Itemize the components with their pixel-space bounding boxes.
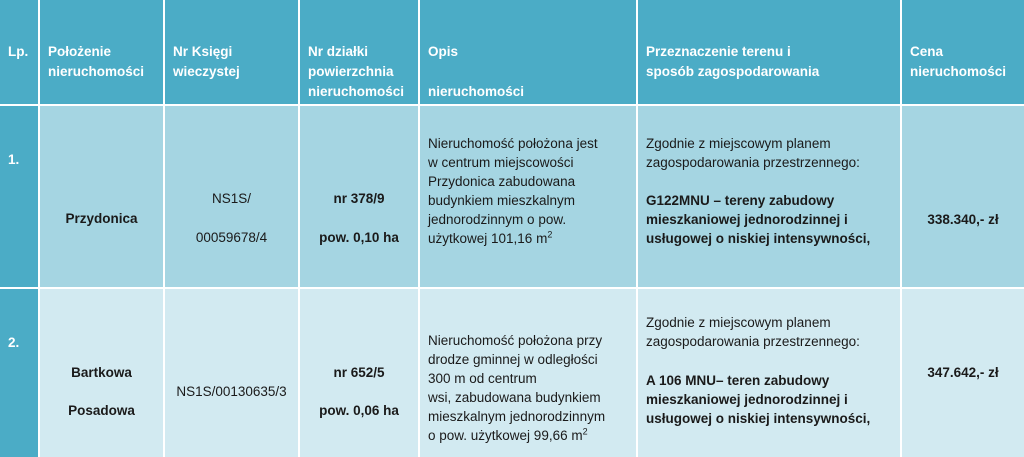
row-2-opis-line: drodze gminnej w odległości: [428, 352, 598, 367]
row-1-przezn-line: zagospodarowania przestrzennego:: [646, 155, 860, 170]
row-1-lp-label: 1.: [8, 152, 20, 167]
header-dzialka-line3: nieruchomości: [308, 84, 405, 99]
table-row-2-przeznaczenie: [638, 289, 900, 457]
table-row-1-polozenie: [40, 106, 163, 287]
row-1-opis-line: jednorodzinnym o pow.: [428, 212, 567, 227]
row-1-opis-line-last: [428, 229, 630, 248]
table-row-1-dzialka: [300, 106, 418, 287]
header-ksiega-line2: wieczystej: [173, 64, 240, 79]
row-1-przezn-bold-line: G122MNU – tereny zabudowy: [646, 193, 835, 208]
header-przezn-line1: Przeznaczenie terenu i: [646, 44, 791, 59]
row-1-opis-line: Nieruchomość położona jest: [428, 136, 598, 151]
header-dzialka-line1: Nr działki: [308, 44, 369, 59]
header-opis-line1: Opis: [428, 44, 459, 59]
row-2-opis-sup: 2: [582, 426, 588, 437]
row-1-przezn-bold-line: mieszkaniowej jednorodzinnej i: [646, 212, 848, 227]
table-row-2-opis: [420, 289, 636, 457]
table-row-1-ksiega: [165, 106, 298, 287]
row-1-opis-line: w centrum miejscowości: [428, 155, 574, 170]
header-cena: [902, 0, 1024, 104]
row-2-ksiega: NS1S/00130635/3: [176, 384, 287, 399]
header-ksiega: [165, 0, 298, 104]
header-lp: [0, 0, 38, 104]
table-row-2-lp: [0, 289, 38, 457]
table-row-2-cena: [902, 289, 1024, 457]
row-1-dzialka-nr: nr 378/9: [333, 191, 385, 206]
row-2-opis-line: 300 m od centrum: [428, 371, 537, 386]
row-1-ksiega-line1: NS1S/: [211, 191, 252, 206]
row-2-polozenie-line2: Posadowa: [68, 403, 135, 418]
header-ksiega-line1: Nr Księgi: [173, 44, 233, 59]
row-1-opis-sup: 2: [547, 229, 553, 240]
row-1-dzialka-pow: pow. 0,10 ha: [319, 230, 399, 245]
table-row-1-lp: [0, 106, 38, 287]
header-przezn-line2: sposób zagospodarowania: [646, 64, 820, 79]
header-opis-line2: nieruchomości: [428, 84, 525, 99]
header-cena-line1: Cena: [910, 44, 944, 59]
row-2-dzialka-nr: nr 652/5: [333, 365, 385, 380]
table-row-1-przeznaczenie: [638, 106, 900, 287]
row-1-cena: 338.340,- zł: [927, 212, 999, 227]
row-2-opis-line-last: [428, 426, 630, 445]
row-2-przezn-line: zagospodarowania przestrzennego:: [646, 334, 860, 349]
table-row-2-ksiega: [165, 289, 298, 457]
header-polozenie-line1: Położenie: [48, 44, 112, 59]
row-1-opis-line: budynkiem mieszkalnym: [428, 193, 576, 208]
header-przeznaczenie: [638, 0, 900, 104]
row-1-opis-area: użytkowej 101,16 m: [428, 231, 548, 246]
row-2-przezn-bold-line: mieszkaniowej jednorodzinnej i: [646, 392, 848, 407]
row-2-przezn-line: Zgodnie z miejscowym planem: [646, 315, 831, 330]
row-2-opis-line: Nieruchomość położona przy: [428, 333, 603, 348]
header-dzialka: [300, 0, 418, 104]
header-opis: [420, 0, 636, 104]
row-2-polozenie-line1: Bartkowa: [71, 365, 132, 380]
header-polozenie: [40, 0, 163, 104]
row-1-przezn-bold-line: usługowej o niskiej intensywności,: [646, 231, 871, 246]
row-2-przezn-bold-line: usługowej o niskiej intensywności,: [646, 411, 871, 426]
row-1-opis-line: Przydonica zabudowana: [428, 174, 576, 189]
row-1-polozenie: Przydonica: [65, 211, 138, 226]
row-2-opis-line: mieszkalnym jednorodzinnym: [428, 409, 606, 424]
row-2-cena: 347.642,- zł: [927, 365, 999, 380]
row-2-dzialka-pow: pow. 0,06 ha: [319, 403, 399, 418]
header-lp-label: Lp.: [8, 44, 29, 59]
table-row-2-dzialka: [300, 289, 418, 457]
header-cena-line2: nieruchomości: [910, 64, 1007, 79]
row-2-lp-label: 2.: [8, 335, 20, 350]
row-2-przezn-bold-line: A 106 MNU– teren zabudowy: [646, 373, 830, 388]
header-polozenie-line2: nieruchomości: [48, 64, 145, 79]
table-row-1-cena: [902, 106, 1024, 287]
row-2-opis-line: wsi, zabudowana budynkiem: [428, 390, 601, 405]
row-2-opis-area: o pow. użytkowej 99,66 m: [428, 428, 583, 443]
table-row-2-polozenie: [40, 289, 163, 457]
header-dzialka-line2: powierzchnia: [308, 64, 394, 79]
row-1-ksiega-line2: 00059678/4: [195, 230, 268, 245]
table-row-1-opis: [420, 106, 636, 287]
row-1-przezn-line: Zgodnie z miejscowym planem: [646, 136, 831, 151]
